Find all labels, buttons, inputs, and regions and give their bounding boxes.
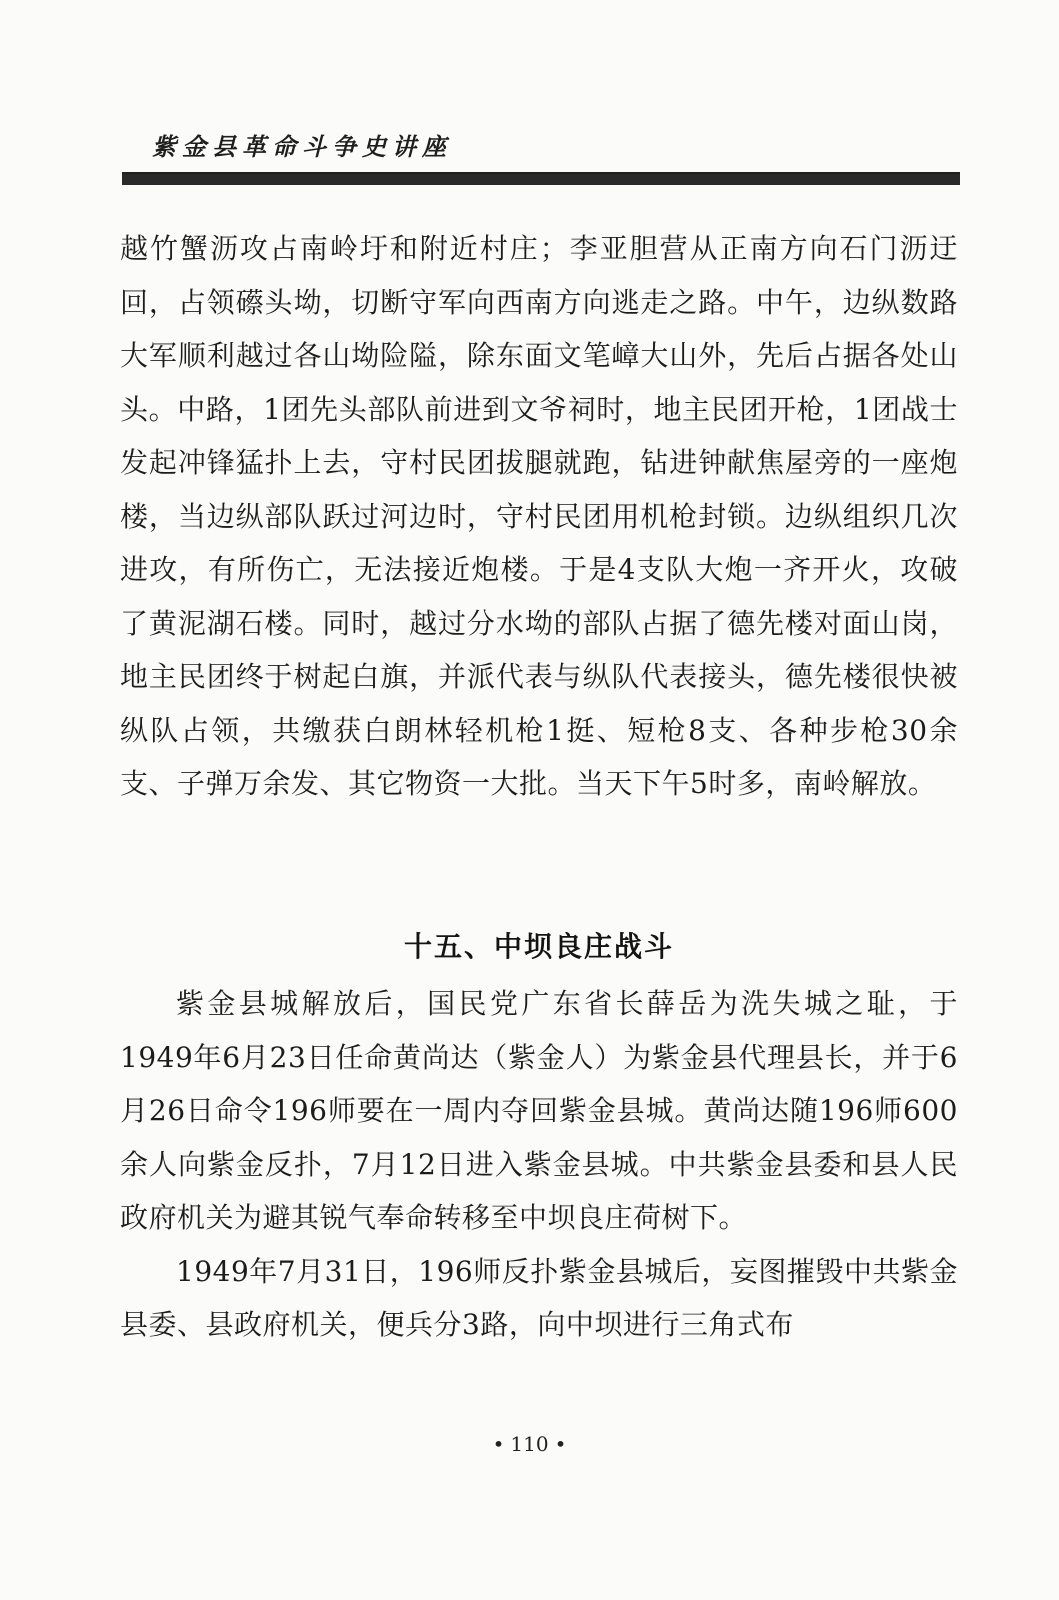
paragraph-continued: 越竹蟹沥攻占南岭圩和附近村庄；李亚胆营从正南方向石门沥迂回，占领礤头坳，切断守军向西南方向逃走之路。中午，边纵数路大军顺利越过各山坳险隘，除东面文笔嶂大山外，先后占据各处山头。中路，1团先头部队前进到文爷祠时，地主民团开枪，1团战士发起冲锋猛扑上去，守村民团拔腿就跑，钻进钟献焦屋旁的一座炮楼，当边纵部队跃过河边时，守村民团用机枪封锁。边纵组织几次进攻，有所伤亡，无法接近炮楼。于是4支队大炮一齐开火，攻破了黄泥湖石楼。同时，越过分水坳的部队占据了德先楼对面山岗，地主民团终于树起白旗，并派代表与纵队代表接头，德先楼很快被纵队占领，共缴获白朗林轻机枪1挺、短枪8支、各种步枪30余支、子弹万余发、其它物资一大批。当天下午5时多，南岭解放。 — [120, 232, 958, 800]
paragraph: 1949年7月31日，196师反扑紫金县城后，妄图摧毁中共紫金县委、县政府机关，便兵分3路，向中坝进行三角式布 — [120, 1254, 958, 1341]
page-number — [0, 1432, 1059, 1456]
running-header: 紫金县革命斗争史讲座 — [152, 133, 452, 161]
paragraph: 紫金县城解放后，国民党广东省长薛岳为洗失城之耻，于1949年6月23日任命黄尚达（紫金人）为紫金县代理县长，并于6月26日命令196师要在一周内夺回紫金县城。黄尚达随196师600余人向紫金反扑，7月12日进入紫金县城。中共紫金县委和县人民政府机关为避其锐气奉命转移至中坝良庄荷树下。 — [120, 987, 958, 1234]
page-number-value: 110 — [510, 1432, 549, 1456]
section-heading: 十五、中坝良庄战斗 — [403, 930, 674, 963]
folio-dot-right: • — [554, 1432, 567, 1456]
header-rule — [122, 172, 960, 185]
body-text-section — [120, 977, 958, 1352]
folio-dot-left: • — [492, 1432, 505, 1456]
body-text-top — [120, 222, 958, 811]
